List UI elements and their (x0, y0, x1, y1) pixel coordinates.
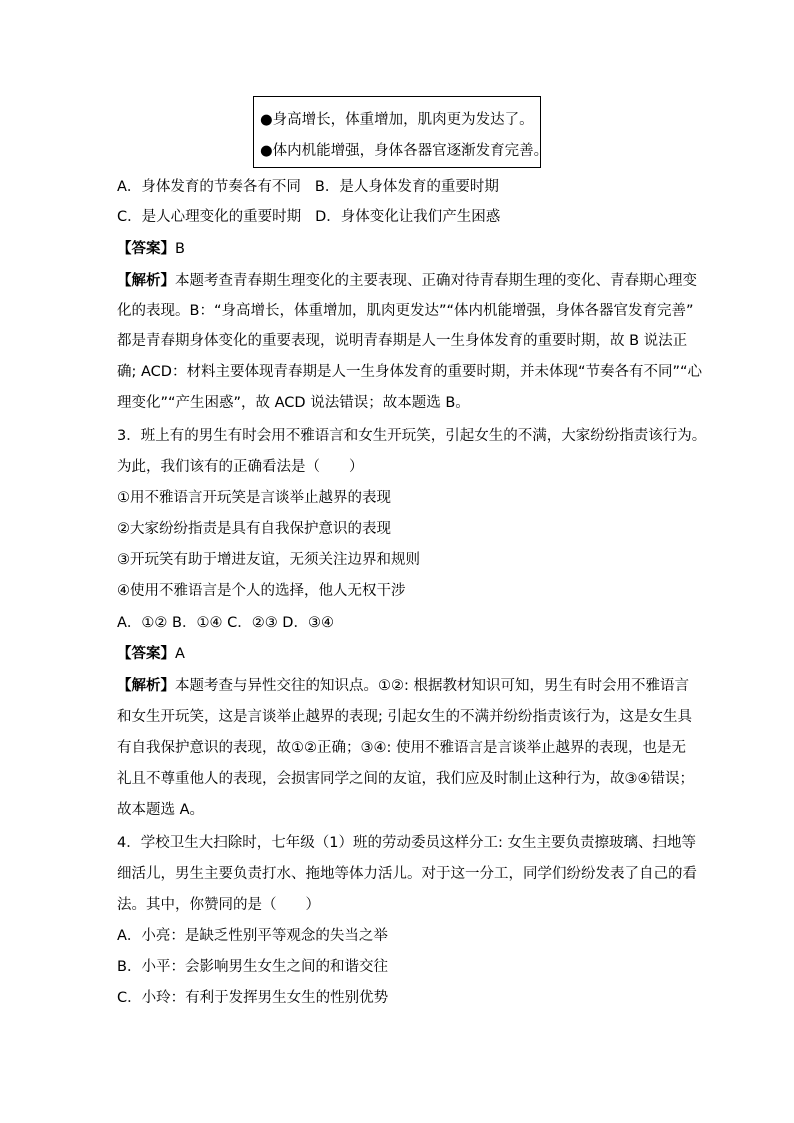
q4-stem-line: 细活儿，男生主要负责打水、拖地等体力活儿。对于这一分工，同学们纷纷发表了自己的看 (117, 866, 697, 882)
q3-analysis-line: 有自我保护意识的表现，故①②正确；③④: 使用不雅语言是言谈举止越界的表现，也是无 (117, 740, 686, 756)
q3-analysis-line: 和女生开玩笑，这是言谈举止越界的表现; 引起女生的不满并纷纷指责该行为，这是女生具 (117, 709, 692, 725)
q2-answer (117, 238, 185, 260)
analysis-text: 本题考查青春期生理变化的主要表现、正确对待青春期生理的变化、青春期心理变 (175, 273, 697, 289)
q2-analysis-line (117, 270, 697, 292)
q2-analysis-line: 确; ACD：材料主要体现青春期是人一生身体发育的重要时期，并未体现“节奏各有不同”“心 (117, 364, 702, 380)
analysis-label: 【解析】 (117, 273, 175, 289)
q3-options: A．①② B．①④ C．②③ D．③④ (117, 615, 334, 631)
answer-value: A (175, 646, 185, 662)
analysis-text: 本题考查与异性交往的知识点。①②: 根据教材知识可知，男生有时会用不雅语言 (175, 678, 689, 694)
q3-stem-line: 3．班上有的男生有时会用不雅语言和女生开玩笑，引起女生的不满，大家纷纷指责该行为。 (117, 428, 707, 444)
answer-label: 【答案】 (117, 241, 175, 257)
quote-line-2: ●体内机能增强，身体各器官逐渐发育完善。 (260, 143, 549, 159)
q4-stem-line: 4．学校卫生大扫除时，七年级（1）班的劳动委员这样分工: 女生主要负责擦玻璃、扫地等 (117, 835, 696, 851)
q4-option: A．小亮：是缺乏性别平等观念的失当之举 (117, 928, 388, 944)
q2-option-a: A．身体发育的节奏各有不同 (117, 179, 301, 195)
q2-options-row2 (117, 206, 500, 228)
q3-analysis-line (117, 675, 689, 697)
q4-stem-line: 法。其中，你赞同的是（ ） (117, 897, 320, 913)
quote-box (253, 96, 549, 168)
answer-value: B (175, 241, 185, 257)
q3-statement: ③开玩笑有助于增进友谊，无须关注边界和规则 (117, 552, 420, 568)
q2-analysis-line: 都是青春期身体变化的重要表现，说明青春期是人一生身体发育的重要时期，故 B 说法正 (117, 333, 688, 349)
q3-statement: ①用不雅语言开玩笑是言谈举止越界的表现 (117, 490, 391, 506)
answer-label: 【答案】 (117, 646, 175, 662)
q2-option-b: B．是人身体发育的重要时期 (314, 179, 499, 195)
q3-statement: ④使用不雅语言是个人的选择，他人无权干涉 (117, 583, 406, 599)
q2-options-row1 (117, 176, 499, 198)
q3-analysis-line: 礼且不尊重他人的表现，会损害同学之间的友谊，我们应及时制止这种行为，故③④错误； (117, 771, 694, 787)
q2-analysis-line: 理变化”“产生困惑”，故 ACD 说法错误；故本题选 B。 (117, 395, 470, 411)
q4-option: C．小玲：有利于发挥男生女生的性别优势 (117, 990, 389, 1006)
analysis-label: 【解析】 (117, 678, 175, 694)
q2-option-d: D．身体变化让我们产生困惑 (315, 209, 501, 225)
q2-option-c: C．是人心理变化的重要时期 (117, 209, 302, 225)
q3-analysis-line: 故本题选 A。 (117, 802, 205, 818)
q2-analysis-line: 化的表现。B：“身高增长，体重增加，肌肉更发达”“体内机能增强，身体各器官发育完善” (117, 303, 694, 319)
q3-stem-line: 为此，我们该有的正确看法是（ ） (117, 459, 364, 475)
q3-statement: ②大家纷纷指责是具有自我保护意识的表现 (117, 521, 391, 537)
q3-answer (117, 643, 185, 665)
quote-line-1: ●身高增长，体重增加，肌肉更为发达了。 (260, 112, 534, 128)
q4-option: B．小平：会影响男生女生之间的和谐交往 (117, 959, 388, 975)
